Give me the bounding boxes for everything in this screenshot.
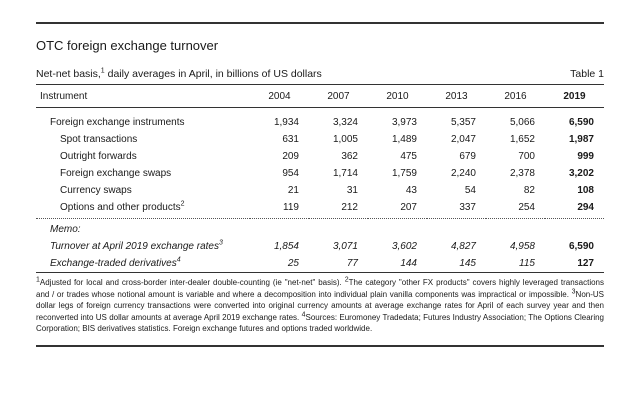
row-label-text: Turnover at April 2019 exchange rates	[50, 241, 219, 252]
column-header: 2019	[563, 90, 586, 102]
table-cell: 3,602	[391, 241, 417, 252]
top-rule	[36, 22, 604, 24]
turnover-table	[36, 84, 604, 273]
table-row	[36, 148, 604, 165]
table-cell: 108	[577, 185, 594, 196]
subtitle	[36, 68, 322, 80]
table-document	[36, 22, 604, 347]
table-cell: 1,714	[332, 168, 358, 179]
table-cell: 254	[518, 202, 535, 213]
page-title: OTC foreign exchange turnover	[36, 38, 219, 53]
bottom-rule	[36, 345, 604, 347]
memo-header-row	[36, 221, 604, 238]
footnote-text: Adjusted for local and cross-border inter-dealer double-counting (ie "net-net" basis).	[39, 278, 345, 287]
table-cell: 209	[282, 151, 299, 162]
table-cell: 119	[283, 202, 299, 213]
table-cell: 25	[250, 255, 309, 273]
table-cell: 145	[427, 255, 486, 273]
row-label: Currency swaps	[60, 185, 132, 196]
table-cell: 362	[341, 151, 358, 162]
row-label-text: Exchange-traded derivatives	[50, 258, 177, 269]
table-cell: 6,590	[568, 117, 594, 128]
table-cell: 43	[405, 185, 417, 196]
footnote-text: Sources: Euromoney Tradedata; Futures Industry Association; The Options Clearing Corporation; BIS derivatives statistics. Foreign exchange futures and options traded worldwide.	[36, 312, 604, 333]
table-row	[36, 108, 604, 132]
table-cell: 6,590	[568, 241, 594, 252]
table-row	[36, 131, 604, 148]
row-label: Outright forwards	[60, 151, 137, 162]
table-row	[36, 199, 604, 219]
row-label	[36, 199, 250, 219]
table-cell: 2,047	[450, 134, 476, 145]
footnotes	[36, 277, 604, 335]
table-row	[36, 238, 604, 255]
table-cell: 1,854	[273, 241, 299, 252]
table-cell: 77	[309, 255, 368, 273]
table-cell: 1,987	[568, 134, 594, 145]
table-cell: 2,240	[450, 168, 476, 179]
row-label-text: Options and other products	[60, 202, 181, 213]
table-cell: 4,958	[509, 241, 535, 252]
table-cell: 475	[400, 151, 417, 162]
table-cell: 212	[341, 202, 358, 213]
column-header: 2004	[268, 90, 291, 102]
table-cell: 144	[368, 255, 427, 273]
footnote-marker: 2	[344, 276, 349, 284]
table-cell: 127	[545, 255, 604, 273]
table-cell: 1,652	[509, 134, 535, 145]
table-cell: 5,066	[509, 117, 535, 128]
table-cell: 31	[346, 185, 358, 196]
footnote-marker: 1	[36, 276, 40, 284]
footnote-text: The category "other FX products" covers highly leveraged transactions and / or trades whose notional amount is variable and where a decomposition into individual plain vanilla components was impractical or impossible.	[36, 278, 604, 299]
table-cell: 21	[287, 185, 299, 196]
row-label: Foreign exchange swaps	[60, 168, 172, 179]
table-cell: 54	[464, 185, 476, 196]
footnote-text: Non-US dollar legs of foreign currency transactions were converted into original currency amounts at average exchange rates for April of each survey year and then reconverted into US dollar amounts at average April 2019 exchange rates.	[36, 289, 604, 322]
table-label: Table 1	[570, 68, 604, 80]
table-cell: 679	[459, 151, 476, 162]
footnote-ref: 1	[100, 67, 105, 75]
table-cell: 700	[518, 151, 535, 162]
column-header: 2013	[445, 90, 468, 102]
table-cell: 1,759	[391, 168, 417, 179]
table-cell: 631	[282, 134, 299, 145]
subtitle-row	[36, 68, 604, 84]
subtitle-rest: daily averages in April, in billions of US dollars	[104, 68, 322, 80]
footnote-marker: 3	[571, 287, 576, 295]
table-cell: 1,934	[273, 117, 299, 128]
memo-label: Memo:	[50, 224, 81, 235]
table-cell: 3,324	[332, 117, 358, 128]
column-header: 2007	[327, 90, 350, 102]
table-cell: 337	[459, 202, 476, 213]
column-header: 2010	[386, 90, 409, 102]
table-cell: 2,378	[509, 168, 535, 179]
column-header: Instrument	[40, 90, 88, 102]
table-row	[36, 182, 604, 199]
header-row	[36, 85, 604, 108]
footnote-ref: 2	[180, 200, 185, 208]
table-cell: 5,357	[450, 117, 476, 128]
table-cell: 115	[486, 255, 545, 273]
row-label	[36, 255, 250, 273]
footnote-ref: 4	[176, 256, 181, 264]
footnote-marker: 4	[301, 310, 306, 318]
table-cell: 1,489	[391, 134, 417, 145]
table-cell: 3,071	[332, 241, 358, 252]
table-cell: 954	[282, 168, 299, 179]
table-cell: 999	[577, 151, 594, 162]
subtitle-text: Net-net basis,	[36, 68, 101, 80]
table-row	[36, 255, 604, 273]
table-cell: 3,973	[391, 117, 417, 128]
table-cell: 1,005	[332, 134, 358, 145]
table-cell: 3,202	[568, 168, 594, 179]
table-cell: 207	[400, 202, 417, 213]
table-cell: 294	[577, 202, 594, 213]
row-label	[36, 238, 250, 255]
footnote-ref: 3	[218, 239, 223, 247]
row-label: Foreign exchange instruments	[50, 117, 185, 128]
table-cell: 82	[523, 185, 535, 196]
row-label: Spot transactions	[60, 134, 138, 145]
table-cell: 4,827	[450, 241, 476, 252]
column-header: 2016	[504, 90, 527, 102]
table-row	[36, 165, 604, 182]
